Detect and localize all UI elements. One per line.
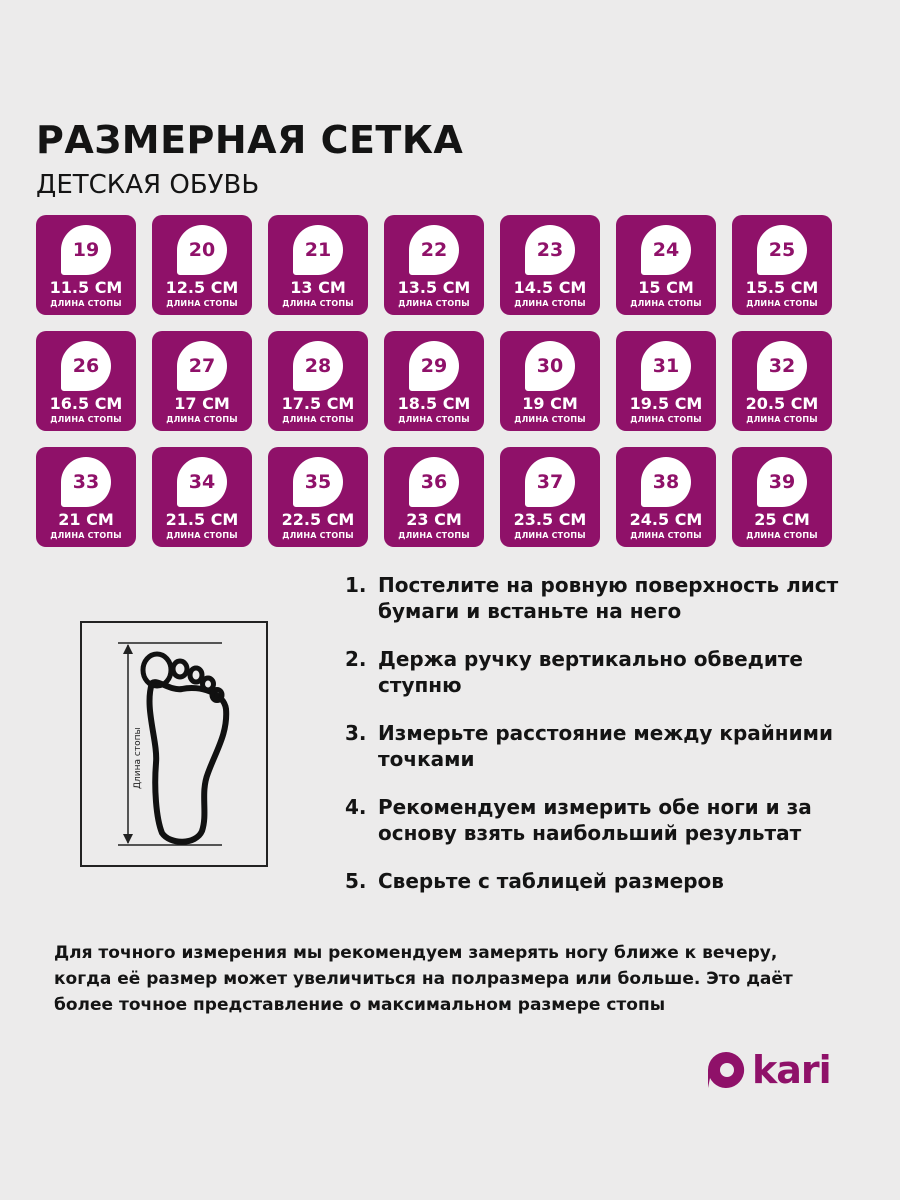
foot-length-caption: ДЛИНА СТОПЫ — [746, 415, 818, 424]
size-card — [268, 447, 368, 547]
foot-length: 17.5 CM — [281, 394, 355, 413]
size-card — [268, 215, 368, 315]
foot-length: 25 CM — [754, 510, 810, 529]
size-number: 38 — [652, 471, 680, 493]
size-bubble — [293, 341, 343, 391]
size-bubble — [177, 225, 227, 275]
foot-length: 14.5 CM — [513, 278, 587, 297]
size-number: 29 — [420, 355, 448, 377]
size-card — [152, 215, 252, 315]
size-card — [500, 447, 600, 547]
size-bubble — [525, 341, 575, 391]
size-number: 21 — [304, 239, 332, 261]
foot-length: 13 CM — [290, 278, 346, 297]
foot-length: 21 CM — [58, 510, 114, 529]
size-number: 35 — [304, 471, 332, 493]
instruction-step — [345, 868, 845, 894]
foot-length: 23.5 CM — [513, 510, 587, 529]
instruction-step — [345, 646, 845, 698]
foot-length-caption: ДЛИНА СТОПЫ — [50, 531, 122, 540]
size-card — [152, 331, 252, 431]
size-bubble — [61, 341, 111, 391]
foot-length-caption: ДЛИНА СТОПЫ — [514, 531, 586, 540]
foot-length-caption: ДЛИНА СТОПЫ — [746, 531, 818, 540]
size-bubble — [757, 225, 807, 275]
size-number: 28 — [304, 355, 332, 377]
size-bubble — [525, 457, 575, 507]
foot-length: 13.5 CM — [397, 278, 471, 297]
size-card — [36, 331, 136, 431]
foot-length-caption: ДЛИНА СТОПЫ — [50, 415, 122, 424]
foot-length-caption: ДЛИНА СТОПЫ — [630, 531, 702, 540]
size-bubble — [757, 457, 807, 507]
foot-length: 16.5 CM — [49, 394, 123, 413]
sole-outline — [150, 682, 227, 842]
foot-length-caption: ДЛИНА СТОПЫ — [166, 531, 238, 540]
foot-length: 23 CM — [406, 510, 462, 529]
arrow-up-icon — [123, 644, 133, 654]
size-bubble — [177, 341, 227, 391]
size-number: 39 — [768, 471, 796, 493]
instruction-step — [345, 572, 845, 624]
size-bubble — [409, 225, 459, 275]
foot-length: 12.5 CM — [165, 278, 239, 297]
size-bubble — [641, 341, 691, 391]
size-number: 36 — [420, 471, 448, 493]
size-card — [36, 215, 136, 315]
size-number: 37 — [536, 471, 564, 493]
brand-logo — [706, 1048, 831, 1092]
step-number: 3. — [345, 721, 367, 745]
foot-length-caption: ДЛИНА СТОПЫ — [514, 299, 586, 308]
size-card — [500, 215, 600, 315]
foot-length-caption: ДЛИНА СТОПЫ — [166, 415, 238, 424]
toe-3 — [190, 668, 202, 682]
foot-length-caption: ДЛИНА СТОПЫ — [166, 299, 238, 308]
page-subtitle: ДЕТСКАЯ ОБУВЬ — [36, 170, 260, 200]
foot-illustration — [80, 621, 268, 867]
foot-length-caption: ДЛИНА СТОПЫ — [746, 299, 818, 308]
step-text: Рекомендуем измерить обе ноги и за основу взять наибольший результат — [378, 795, 812, 845]
toe-4 — [203, 678, 214, 690]
size-card — [732, 447, 832, 547]
foot-length-caption: ДЛИНА СТОПЫ — [398, 415, 470, 424]
foot-length: 17 CM — [174, 394, 230, 413]
foot-length-caption: ДЛИНА СТОПЫ — [630, 299, 702, 308]
foot-length-caption: ДЛИНА СТОПЫ — [50, 299, 122, 308]
size-number: 24 — [652, 239, 680, 261]
foot-length: 11.5 CM — [49, 278, 123, 297]
size-number: 32 — [768, 355, 796, 377]
size-bubble — [61, 457, 111, 507]
step-number: 4. — [345, 795, 367, 819]
step-text: Измерьте расстояние между крайними точками — [378, 721, 833, 771]
foot-length: 18.5 CM — [397, 394, 471, 413]
foot-length-caption: ДЛИНА СТОПЫ — [282, 299, 354, 308]
foot-length: 22.5 CM — [281, 510, 355, 529]
size-grid — [36, 215, 832, 547]
size-bubble — [61, 225, 111, 275]
kari-logo-icon — [706, 1050, 746, 1090]
size-bubble — [409, 341, 459, 391]
size-number: 33 — [72, 471, 100, 493]
page-title: РАЗМЕРНАЯ СЕТКА — [36, 118, 464, 162]
foot-length-caption: ДЛИНА СТОПЫ — [514, 415, 586, 424]
size-number: 19 — [72, 239, 100, 261]
size-number: 23 — [536, 239, 564, 261]
toe-2 — [173, 661, 187, 677]
size-card — [384, 331, 484, 431]
foot-length: 24.5 CM — [629, 510, 703, 529]
step-number: 5. — [345, 869, 367, 893]
size-card — [384, 215, 484, 315]
size-card — [36, 447, 136, 547]
size-number: 30 — [536, 355, 564, 377]
size-number: 31 — [652, 355, 680, 377]
foot-length-label: Длина стопы — [133, 727, 143, 789]
foot-length: 20.5 CM — [745, 394, 819, 413]
size-card — [732, 215, 832, 315]
size-number: 26 — [72, 355, 100, 377]
size-bubble — [525, 225, 575, 275]
foot-length: 19 CM — [522, 394, 578, 413]
size-card — [616, 215, 716, 315]
size-card — [268, 331, 368, 431]
foot-length-caption: ДЛИНА СТОПЫ — [630, 415, 702, 424]
size-bubble — [641, 457, 691, 507]
size-card — [152, 447, 252, 547]
size-card — [616, 331, 716, 431]
size-bubble — [409, 457, 459, 507]
size-number: 34 — [188, 471, 216, 493]
foot-length: 19.5 CM — [629, 394, 703, 413]
size-number: 20 — [188, 239, 216, 261]
step-text: Постелите на ровную поверхность лист бумаги и встаньте на него — [378, 573, 839, 623]
foot-length: 15 CM — [638, 278, 694, 297]
instruction-step — [345, 720, 845, 772]
foot-length: 21.5 CM — [165, 510, 239, 529]
foot-length-caption: ДЛИНА СТОПЫ — [282, 531, 354, 540]
size-bubble — [177, 457, 227, 507]
foot-length: 15.5 CM — [745, 278, 819, 297]
instructions-list — [345, 572, 845, 916]
foot-length-caption: ДЛИНА СТОПЫ — [398, 531, 470, 540]
step-text: Держа ручку вертикально обведите ступню — [378, 647, 803, 697]
foot-length-caption: ДЛИНА СТОПЫ — [282, 415, 354, 424]
size-number: 25 — [768, 239, 796, 261]
instruction-step — [345, 794, 845, 846]
step-text: Сверьте с таблицей размеров — [378, 869, 724, 893]
measurement-note: Для точного измерения мы рекомендуем замерять ногу ближе к вечеру, когда её размер может увеличиться на полразмера или больше. Это даёт более точное представление о максимальном размере стопы — [54, 943, 793, 1015]
step-number: 1. — [345, 573, 367, 597]
size-card — [500, 331, 600, 431]
size-bubble — [757, 341, 807, 391]
size-bubble — [641, 225, 691, 275]
size-card — [732, 331, 832, 431]
foot-length-caption: ДЛИНА СТОПЫ — [398, 299, 470, 308]
size-card — [616, 447, 716, 547]
arrow-down-icon — [123, 834, 133, 844]
foot-outline-icon — [82, 623, 266, 865]
step-number: 2. — [345, 647, 367, 671]
size-number: 27 — [188, 355, 216, 377]
size-card — [384, 447, 484, 547]
size-bubble — [293, 457, 343, 507]
brand-name: kari — [752, 1048, 831, 1092]
size-bubble — [293, 225, 343, 275]
size-number: 22 — [420, 239, 448, 261]
